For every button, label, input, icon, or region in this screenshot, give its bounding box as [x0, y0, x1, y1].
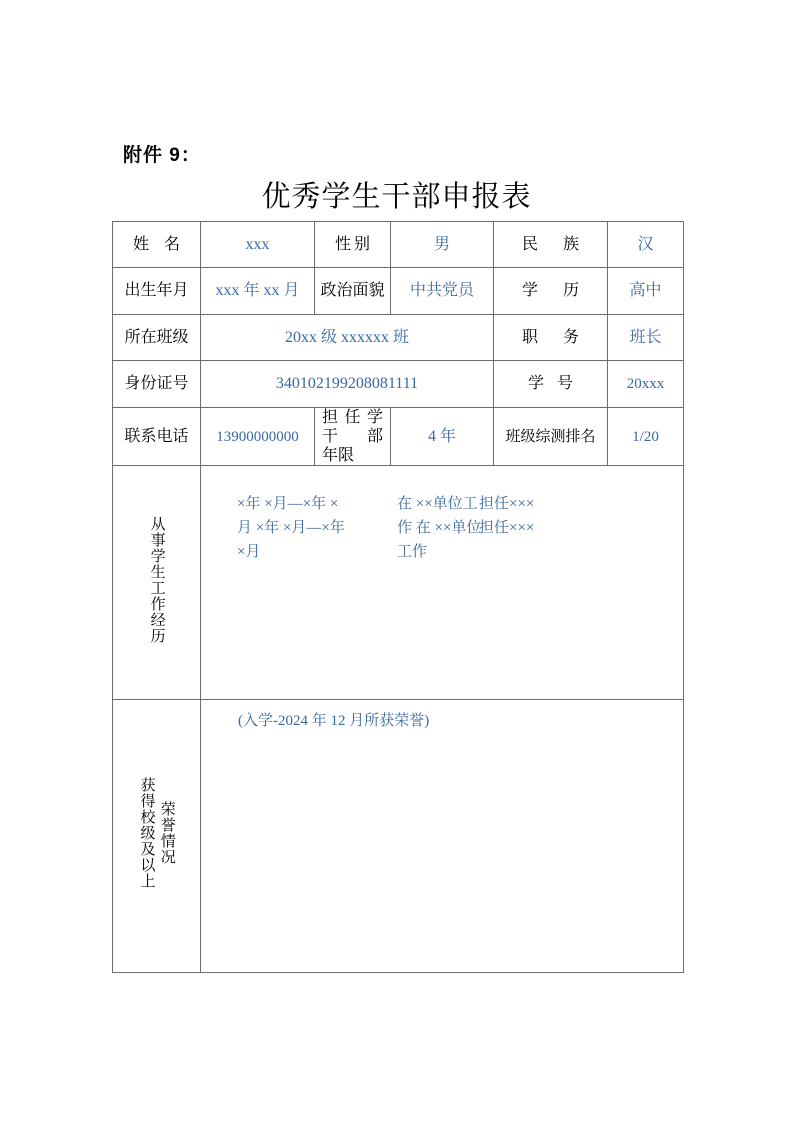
gender-label-cell	[315, 222, 391, 268]
id-number-value-cell	[201, 361, 494, 408]
political-value: 中共党员	[409, 282, 474, 299]
honors-note: (入学-2024 年 12 月所获荣誉)	[238, 713, 430, 729]
row-basic-2	[113, 268, 684, 315]
cadre-years-value-cell	[391, 408, 494, 466]
political-label: 政治面貌	[320, 282, 385, 299]
honors-content-cell	[201, 700, 684, 973]
experience-content-cell	[201, 466, 684, 700]
gender-value-cell	[391, 222, 494, 268]
education-value-cell	[608, 268, 684, 315]
attachment-label: 附件 9：	[123, 145, 201, 166]
honors-label-line1: 获得校级及以上	[138, 777, 155, 889]
class-value: 20xx 级 xxxxxx 班	[284, 328, 409, 346]
experience-unit-line2: 作 在 ××单位	[397, 520, 482, 536]
experience-role-column	[479, 492, 534, 540]
class-value-cell	[201, 315, 494, 361]
experience-section-label-cell	[113, 466, 201, 700]
experience-period-line2: 月 ×年 ×月—×年	[237, 520, 345, 536]
name-label-cell	[113, 222, 201, 268]
student-no-value-cell	[608, 361, 684, 408]
ranking-value-cell	[608, 408, 684, 466]
ethnicity-value: 汉	[637, 235, 654, 253]
student-no-label: 学号	[528, 375, 573, 392]
row-basic-1	[113, 222, 684, 268]
position-label: 职务	[522, 328, 579, 346]
name-value: xxx	[245, 235, 270, 253]
experience-label-line: 从事学生工作经历	[148, 515, 165, 644]
birth-label-cell	[113, 268, 201, 315]
education-value: 高中	[629, 282, 662, 299]
cadre-years-label-cell	[315, 408, 391, 466]
student-no-label-cell	[494, 361, 608, 408]
phone-value: 13900000000	[216, 428, 299, 445]
page-title: 优秀学生干部申报表	[261, 181, 532, 213]
honors-section-label	[136, 777, 177, 889]
id-number-value: 340102199208081111	[275, 375, 419, 392]
ranking-label-cell	[494, 408, 608, 466]
experience-period-column	[237, 492, 345, 564]
row-phone	[113, 408, 684, 466]
experience-role-line2: 担任×××	[479, 520, 535, 536]
ethnicity-label-cell	[494, 222, 608, 268]
position-value: 班长	[629, 328, 662, 346]
honors-label-line2: 荣誉情况	[158, 801, 175, 865]
ranking-label: 班级综测排名	[505, 428, 596, 445]
phone-value-cell	[201, 408, 315, 466]
birth-label: 出生年月	[124, 282, 189, 299]
application-form-table	[112, 221, 684, 973]
ethnicity-value-cell	[608, 222, 684, 268]
gender-value: 男	[433, 235, 450, 253]
row-class	[113, 315, 684, 361]
political-value-cell	[391, 268, 494, 315]
experience-period-line3: ×月	[237, 544, 261, 560]
position-value-cell	[608, 315, 684, 361]
gender-label: 性别	[335, 235, 370, 253]
experience-section-label	[146, 516, 166, 644]
cadre-years-value: 4 年	[427, 427, 456, 445]
name-label: 姓名	[133, 235, 180, 253]
class-label-cell	[113, 315, 201, 361]
honors-section-label-cell	[113, 700, 201, 973]
class-label: 所在班级	[124, 328, 189, 346]
row-experience	[113, 466, 684, 700]
birth-value-cell	[201, 268, 315, 315]
cadre-years-label-line1: 担任学	[322, 409, 383, 426]
education-label-cell	[494, 268, 608, 315]
experience-unit-line1: 在 ××单位工	[397, 496, 478, 512]
ranking-value: 1/20	[632, 428, 659, 445]
experience-role-line1: 担任×××	[479, 496, 535, 512]
birth-value: xxx 年 xx 月	[215, 282, 300, 299]
id-number-label: 身份证号	[124, 375, 189, 392]
id-number-label-cell	[113, 361, 201, 408]
experience-period-line1: ×年 ×月—×年 ×	[237, 496, 339, 512]
phone-label-cell	[113, 408, 201, 466]
cadre-years-label-line3: 年限	[322, 447, 355, 464]
name-value-cell	[201, 222, 315, 268]
row-honors	[113, 700, 684, 973]
cadre-years-label-line2: 干部	[322, 428, 383, 445]
experience-unit-line3: 工作	[397, 544, 428, 560]
position-label-cell	[494, 315, 608, 361]
student-no-value: 20xxx	[626, 376, 665, 392]
political-label-cell	[315, 268, 391, 315]
phone-label: 联系电话	[124, 427, 189, 445]
experience-unit-column	[397, 492, 481, 564]
row-id	[113, 361, 684, 408]
education-label: 学历	[522, 282, 579, 299]
ethnicity-label: 民族	[522, 235, 579, 253]
